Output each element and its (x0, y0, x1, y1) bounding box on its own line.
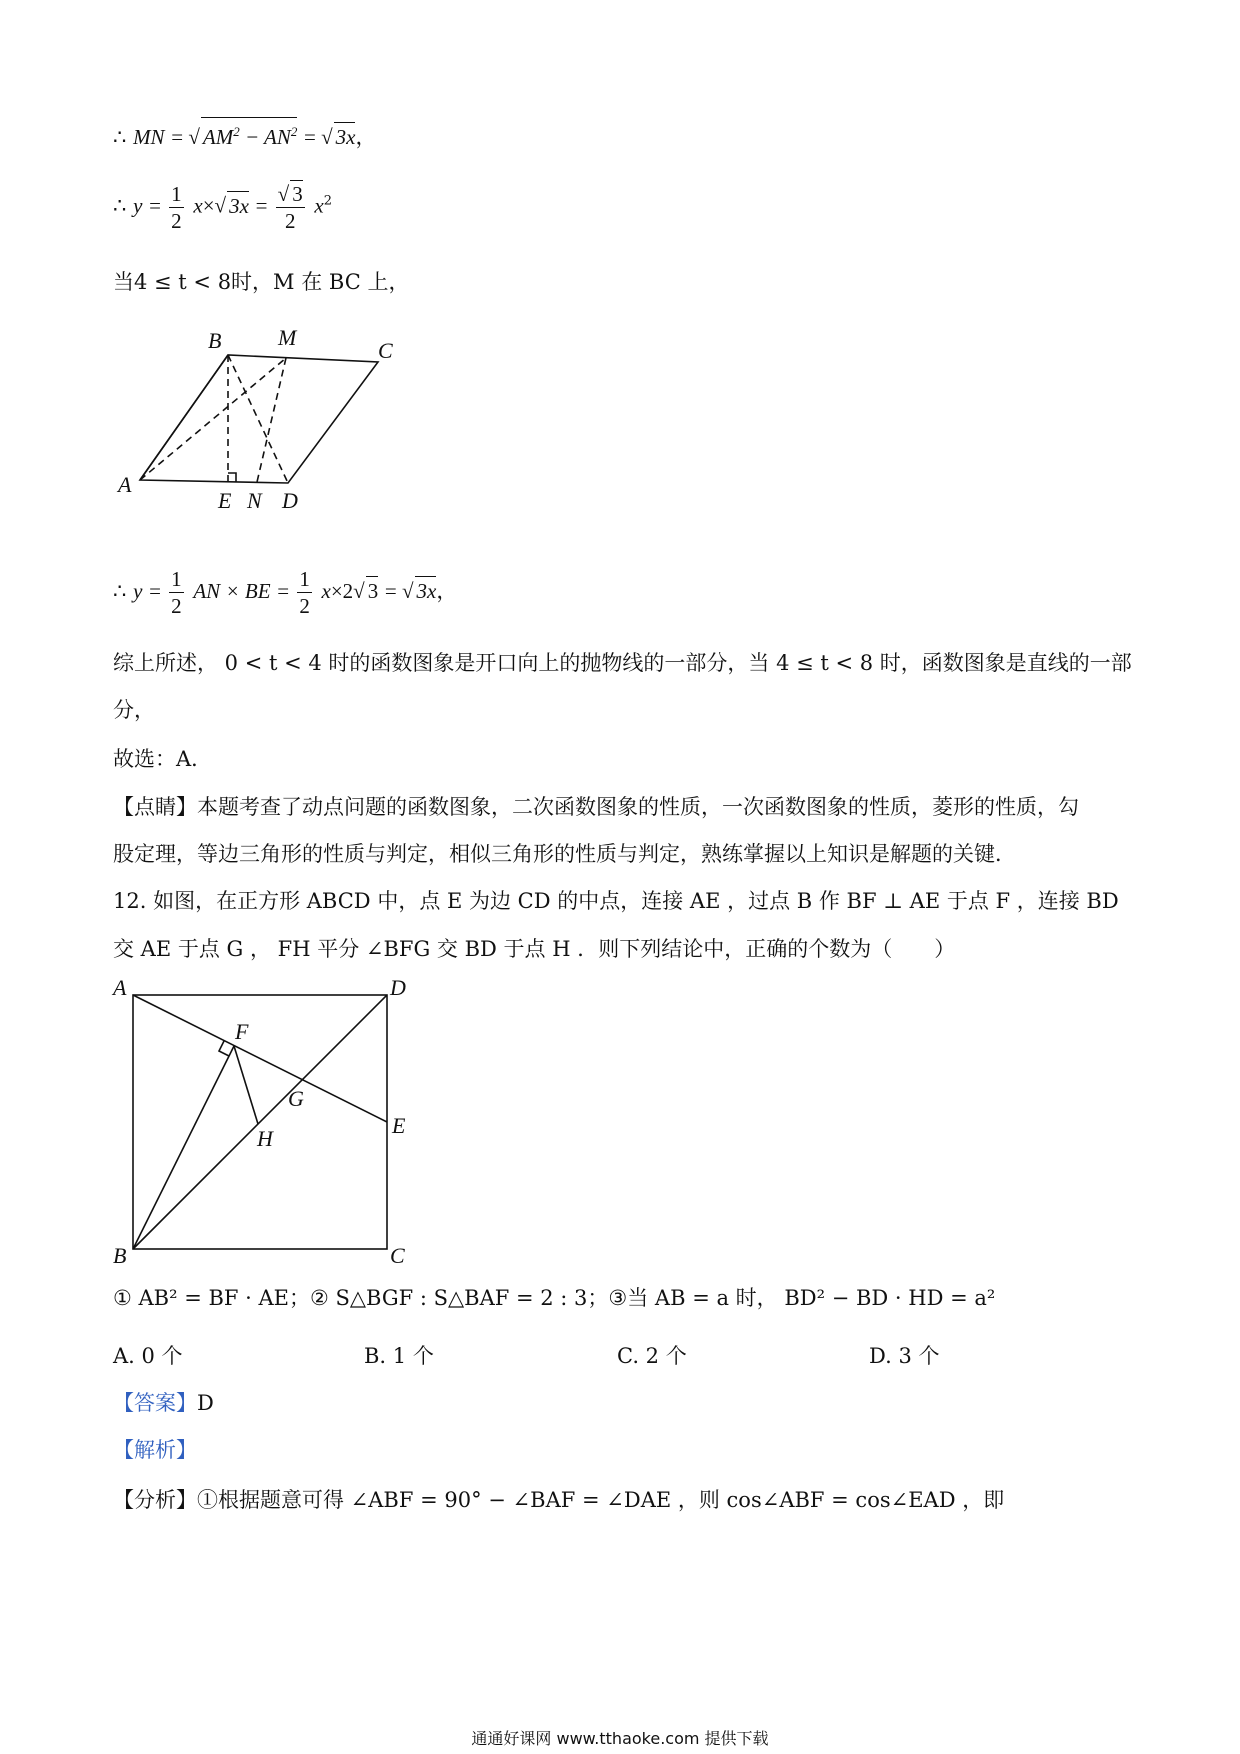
segment-ae (133, 995, 387, 1122)
analysis-text: 【分析】①根据题意可得 ∠ABF = 90° − ∠BAF = ∠DAE ，则 cos∠ABF = cos∠EAD ，即 (113, 1488, 1005, 1512)
segment-mn (257, 358, 286, 482)
figure-square (105, 975, 425, 1265)
segment-bd (228, 355, 288, 483)
summary-line-1: 综上所述， 0 < t < 4 时的函数图象是开口向上的抛物线的一部分，当 4 ≤ t < 8 时，函数图象是直线的一部 (113, 651, 1132, 675)
choose-line: 故选：A． (113, 747, 213, 771)
comment-line-2: 股定理，等边三角形的性质与判定，相似三角形的性质与判定，熟练掌握以上知识是解题的关键． (113, 842, 1016, 866)
formula-mn: ∴ MN = √ $AM^2 - AN^2$ = √ 3x， (113, 117, 376, 151)
fraction-half: $\frac{1}{2}$ (171, 181, 182, 233)
option-c: C. 2 个 (617, 1344, 687, 1368)
option-d: D. 3 个 (869, 1344, 940, 1368)
answer-value: D (197, 1391, 214, 1415)
option-b: B. 1 个 (364, 1344, 434, 1368)
fraction-sqrt3-half: $\frac{√ 3}{2}$ (277, 182, 303, 233)
label-d: D (282, 488, 298, 513)
sqrt3x-text: 3x (334, 122, 356, 151)
statements-line: ① AB² = BF · AE；② S△BGF : S△BAF = 2 : 3；③当 AB = a 时， BD² − BD · HD = a² (113, 1286, 996, 1310)
label-a: A (113, 975, 127, 1000)
case-text: 当4 ≤ t < 8时，M 在 BC 上， (113, 270, 410, 294)
label-m: M (278, 325, 297, 350)
label-h: H (257, 1126, 273, 1151)
segment-bd (133, 995, 387, 1249)
right-angle-mark (228, 473, 236, 482)
answer-label: 【答案】 (113, 1391, 197, 1415)
y-label: y (133, 193, 143, 218)
figure-rhombus (110, 325, 420, 515)
label-b: B (113, 1243, 127, 1265)
label-f: F (235, 1019, 249, 1044)
fraction-half: $\frac{1}{2}$ (299, 567, 310, 618)
fraction-half: $\frac{1}{2}$ (171, 567, 182, 618)
comment-line-1: 【点睛】本题考查了动点问题的函数图象，二次函数图象的性质，一次函数图象的性质，菱形的性质，勾 (113, 795, 1079, 819)
rhombus-outline (140, 355, 378, 483)
label-g: G (288, 1086, 304, 1111)
label-e: E (218, 488, 232, 513)
label-b: B (208, 328, 222, 353)
an-be-text: AN × BE (193, 579, 271, 603)
answer-line (113, 1389, 214, 1417)
an-text: AN (264, 125, 291, 149)
therefore-symbol: ∴ (113, 193, 127, 218)
analysis-label: 【解析】 (113, 1438, 197, 1462)
question-12-line-2: 交 AE 于点 G ， FH 平分 ∠BFG 交 BD 于点 H ．则下列结论中，正确的个数为（ ） (113, 937, 956, 961)
label-a: A (118, 472, 132, 497)
option-a: A. 0 个 (113, 1344, 183, 1368)
page-footer: 通通好课网 www.tthaoke.com 提供下载 (471, 1729, 769, 1748)
mn-label: MN (133, 125, 165, 149)
label-c: C (378, 338, 393, 363)
formula-y2: ∴ y = $\frac{1}{2}$ AN × BE = $\frac{1}{2}$ x×2√ 3 = √ 3x， (113, 567, 458, 618)
am-text: AM (202, 125, 234, 149)
label-d: D (390, 975, 406, 1000)
label-n: N (247, 488, 262, 513)
summary-line-2: 分， (113, 698, 155, 722)
question-12-line-1: 12. 如图，在正方形 ABCD 中，点 E 为边 CD 的中点，连接 AE ，过点 B 作 BF ⊥ AE 于点 F ，连接 BD (113, 889, 1119, 913)
y-label: y (133, 579, 143, 603)
segment-bf (133, 1046, 234, 1249)
label-e: E (392, 1113, 406, 1138)
therefore-symbol: ∴ (113, 579, 127, 603)
sqrt3x-text: 3x (227, 191, 249, 220)
therefore-symbol: ∴ (113, 125, 127, 149)
right-angle-mark (219, 1041, 229, 1056)
sqrt3x-text: 3x (415, 576, 437, 605)
label-c: C (390, 1243, 405, 1265)
formula-y1: ∴ y = $\frac{1}{2}$ x×√ 3x = $\frac{√ 3}{2}$ $x^2$ (113, 181, 332, 233)
segment-fh (234, 1046, 258, 1124)
